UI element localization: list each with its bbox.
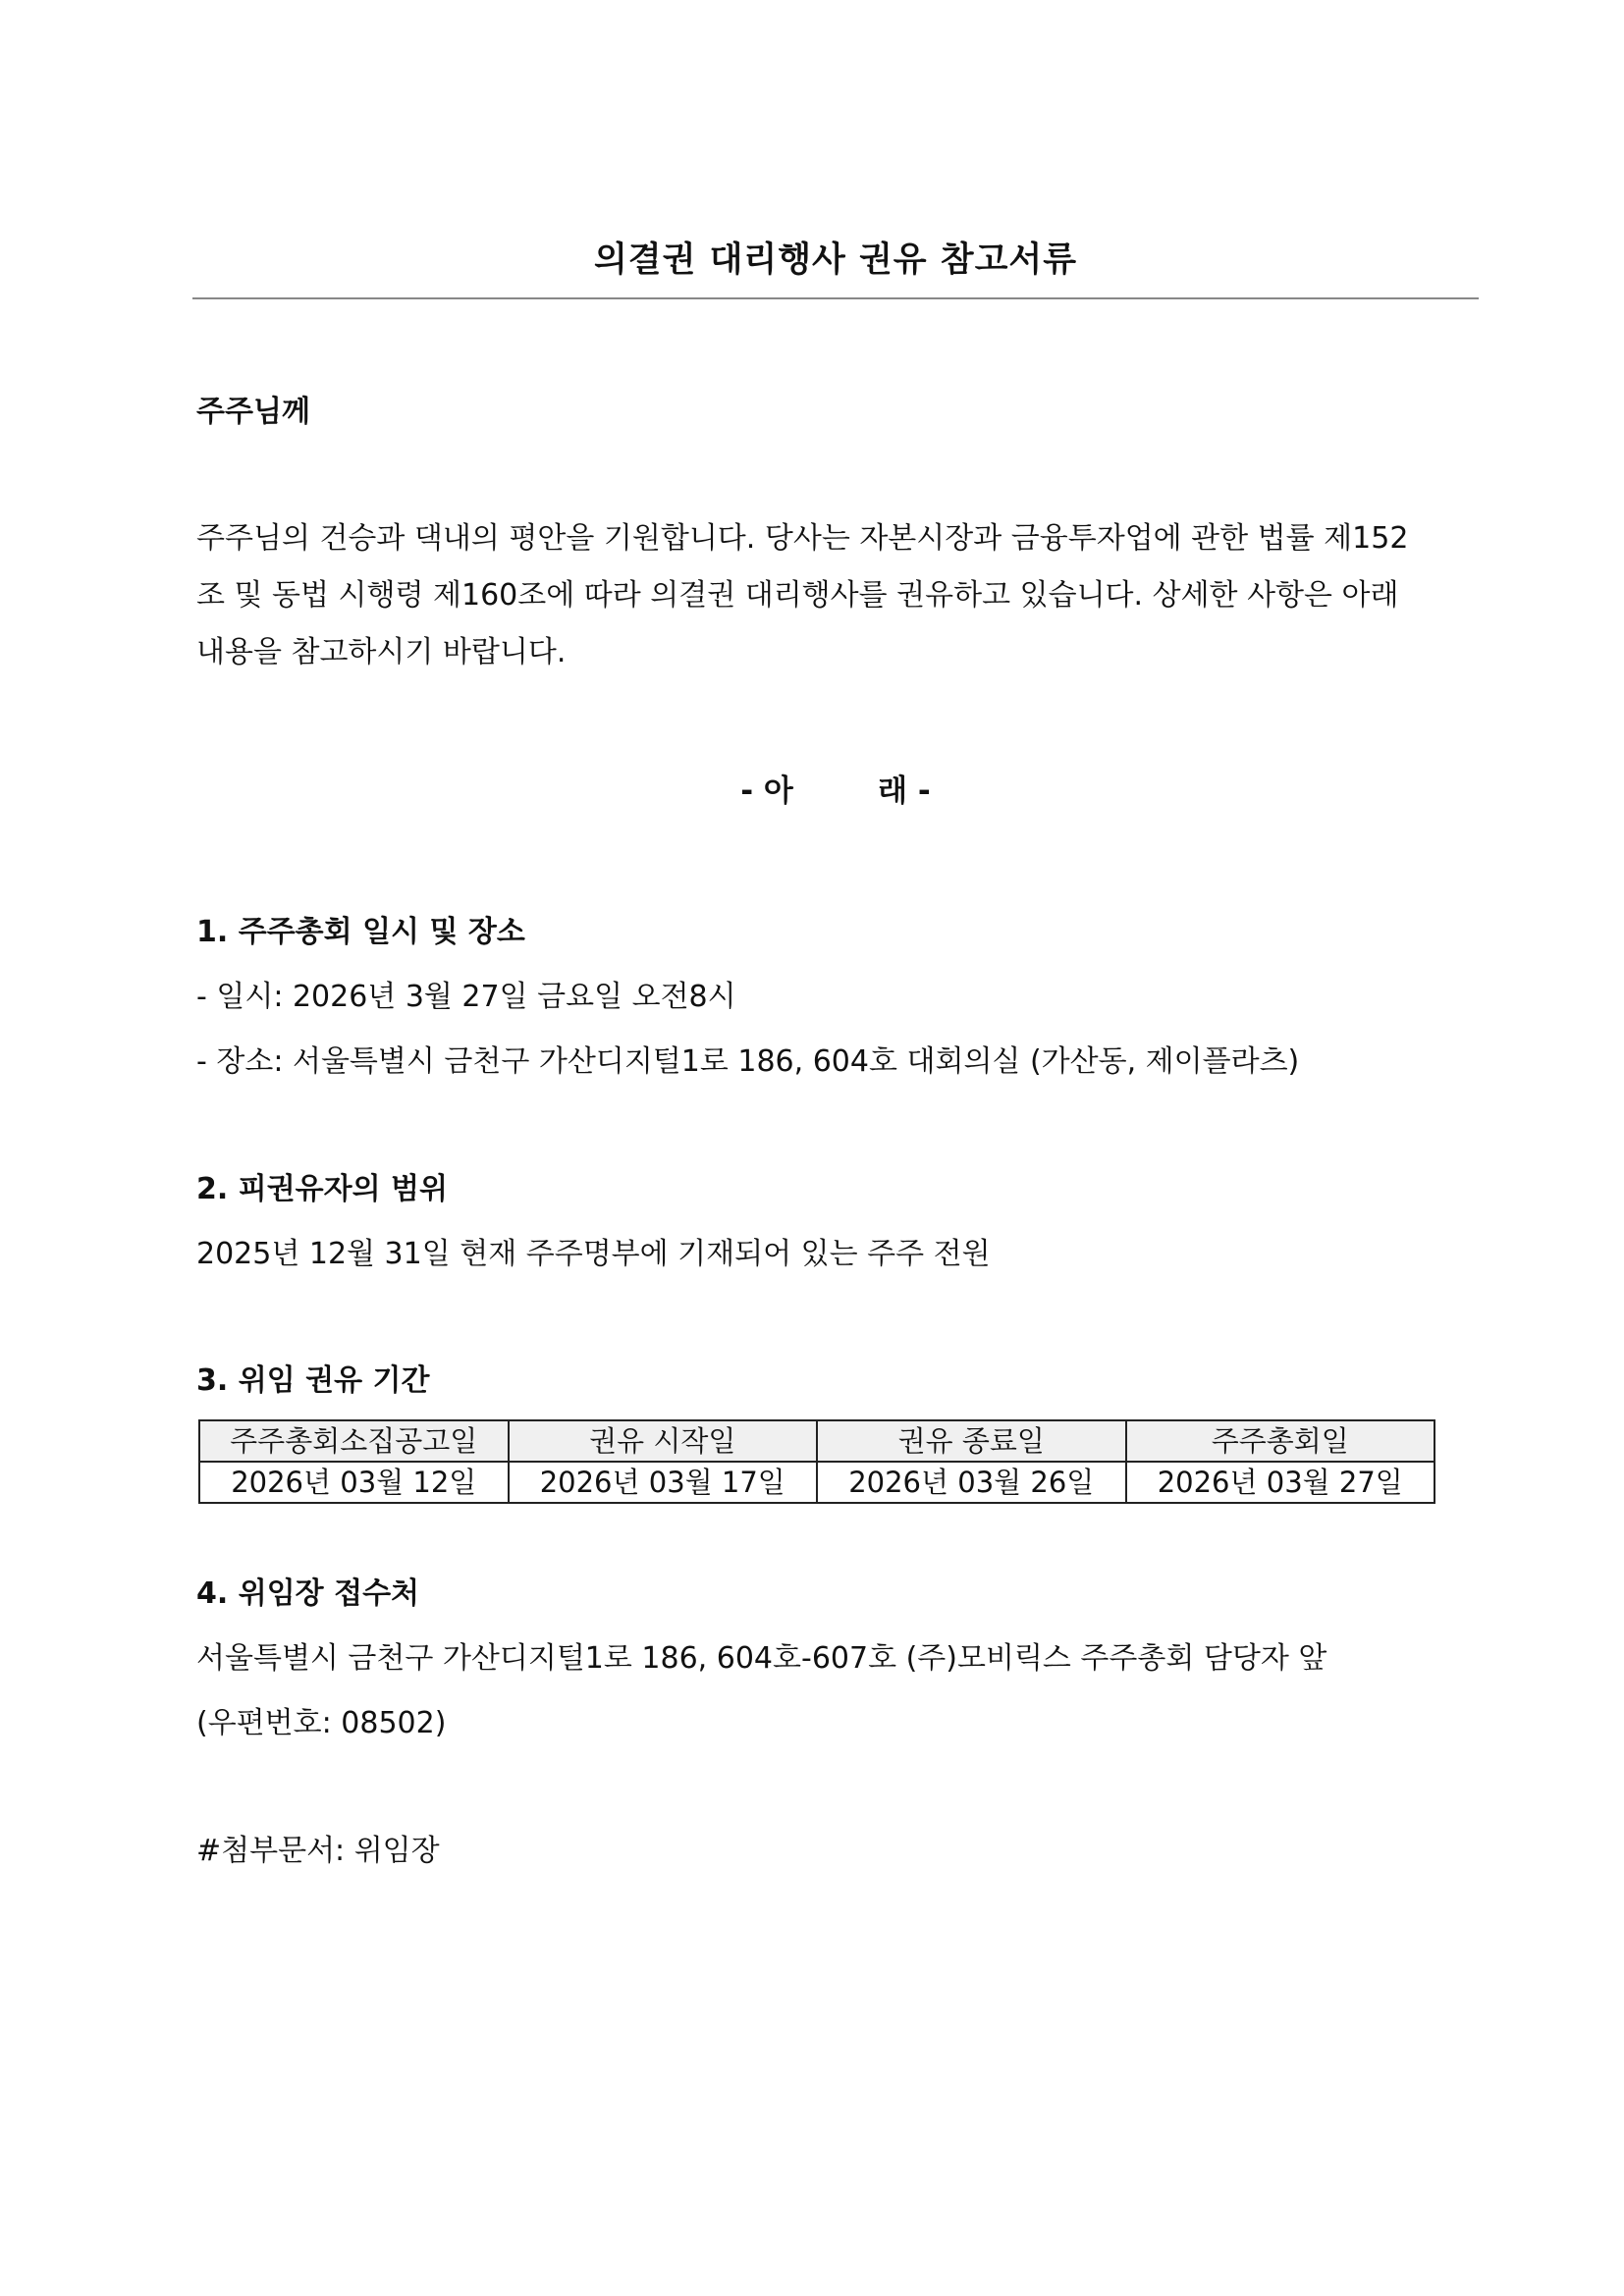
- table-header-cell: 권유 종료일: [817, 1420, 1126, 1462]
- below-marker: - 아 래 -: [740, 774, 931, 809]
- receipt-address: 서울특별시 금천구 가산디지털1로 186, 604호-607호 (주)모비릭스 주주총회 담당자 앞: [196, 1641, 1327, 1676]
- table-header-cell: 주주총회일: [1126, 1420, 1435, 1462]
- table-header-row: [199, 1420, 1435, 1462]
- table-cell: 2026년 03월 17일: [509, 1462, 818, 1503]
- table-cell: 2026년 03월 27일: [1126, 1462, 1435, 1503]
- table-cell: 2026년 03월 12일: [199, 1462, 509, 1503]
- table-row: [199, 1462, 1435, 1503]
- solicitation-period-table: [198, 1419, 1435, 1504]
- section4-heading: 4. 위임장 접수처: [196, 1576, 420, 1611]
- meeting-place: - 장소: 서울특별시 금천구 가산디지털1로 186, 604호 대회의실 (가산동, 제이플라츠): [196, 1044, 1300, 1079]
- postal-code: (우편번호: 08502): [196, 1706, 447, 1740]
- section2-heading: 2. 피권유자의 범위: [196, 1172, 449, 1206]
- attachment-note: #첨부문서: 위임장: [196, 1834, 440, 1868]
- table-header-cell: 주주총회소집공고일: [199, 1420, 509, 1462]
- solicitee-scope: 2025년 12월 31일 현재 주주명부에 기재되어 있는 주주 전원: [196, 1237, 991, 1271]
- section3-heading: 3. 위임 권유 기간: [196, 1363, 430, 1398]
- meeting-datetime: - 일시: 2026년 3월 27일 금요일 오전8시: [196, 980, 736, 1014]
- table-header-cell: 권유 시작일: [509, 1420, 818, 1462]
- section1-heading: 1. 주주총회 일시 및 장소: [196, 915, 525, 949]
- document-title: 의결권 대리행사 권유 참고서류: [593, 240, 1078, 280]
- intro-paragraph: 주주님의 건승과 댁내의 평안을 기원합니다. 당사는 자본시장과 금융투자업에 관한 법률 제152조 및 동법 시행령 제160조에 따라 의결권 대리행사를 권유하고 있습니다. 상세한 사항은 아래 내용을 참고하시기 바랍니다.: [196, 521, 1409, 669]
- title-divider: [192, 297, 1479, 299]
- greeting: 주주님께: [196, 395, 310, 429]
- table-cell: 2026년 03월 26일: [817, 1462, 1126, 1503]
